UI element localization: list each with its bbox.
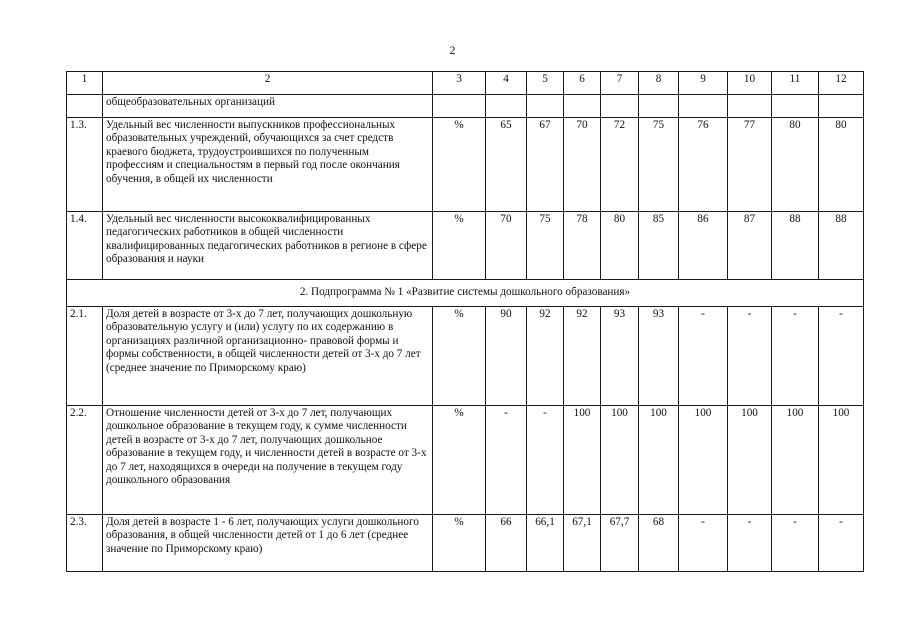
row-number: 2.3. — [67, 515, 103, 572]
row-value: 88 — [772, 212, 819, 280]
row-value: 72 — [601, 118, 639, 212]
row-number — [67, 95, 103, 118]
row-value: - — [486, 406, 527, 515]
row-value: 66 — [486, 515, 527, 572]
row-value: 88 — [819, 212, 864, 280]
table-row — [67, 95, 864, 118]
row-unit: % — [433, 212, 486, 280]
header-cell: 1 — [67, 72, 103, 95]
row-value: 80 — [819, 118, 864, 212]
row-value: - — [728, 307, 772, 406]
row-value — [564, 95, 601, 118]
table-row — [67, 307, 864, 406]
row-value: - — [772, 515, 819, 572]
row-value: 75 — [527, 212, 564, 280]
header-cell: 7 — [601, 72, 639, 95]
row-number: 1.3. — [67, 118, 103, 212]
header-cell: 3 — [433, 72, 486, 95]
table-row — [67, 515, 864, 572]
row-value: 87 — [728, 212, 772, 280]
header-row — [67, 72, 864, 95]
header-cell: 6 — [564, 72, 601, 95]
header-cell: 10 — [728, 72, 772, 95]
row-value — [639, 95, 679, 118]
row-description: Отношение численности детей от 3-х до 7 лет, получающих дошкольное образование в текущем году, к сумме численности детей в возрасте от 3-х до 7 лет, получающих дошкольное образование в текущем году, и численности детей в возрасте от 3-х до 7 лет, находящихся в очереди на получение в текущем году дошкольного образования — [103, 406, 433, 515]
row-value — [601, 95, 639, 118]
row-value: 100 — [639, 406, 679, 515]
row-value: 86 — [679, 212, 728, 280]
row-value: 90 — [486, 307, 527, 406]
header-cell: 8 — [639, 72, 679, 95]
row-number: 2.2. — [67, 406, 103, 515]
row-unit: % — [433, 515, 486, 572]
row-value: 100 — [772, 406, 819, 515]
row-description: Удельный вес численности выпускников профессиональных образовательных учреждений, обучающихся за счет средств краевого бюджета, трудоустроившихся по полученным профессиям и специальностям в первый год после окончания обучения, в общей их численности — [103, 118, 433, 212]
row-value: 100 — [819, 406, 864, 515]
row-unit: % — [433, 307, 486, 406]
row-value — [679, 95, 728, 118]
row-value: 80 — [601, 212, 639, 280]
row-value: - — [772, 307, 819, 406]
row-value: 70 — [486, 212, 527, 280]
header-cell: 5 — [527, 72, 564, 95]
indicators-table — [66, 71, 864, 572]
row-value: 100 — [564, 406, 601, 515]
section-title: 2. Подпрограмма № 1 «Развитие системы дошкольного образования» — [67, 280, 864, 307]
row-value: 92 — [564, 307, 601, 406]
row-value: - — [527, 406, 564, 515]
row-value — [772, 95, 819, 118]
header-cell: 9 — [679, 72, 728, 95]
row-unit — [433, 95, 486, 118]
row-value: - — [679, 515, 728, 572]
row-value: 70 — [564, 118, 601, 212]
row-number: 1.4. — [67, 212, 103, 280]
row-value: 92 — [527, 307, 564, 406]
row-value: 100 — [728, 406, 772, 515]
row-value: 76 — [679, 118, 728, 212]
row-value — [819, 95, 864, 118]
row-description: Удельный вес численности высококвалифицированных педагогических работников в общей численности квалифицированных педагогических работников в регионе в сфере образования и науки — [103, 212, 433, 280]
page-number: 2 — [449, 43, 456, 57]
row-value: 67 — [527, 118, 564, 212]
row-value: 93 — [639, 307, 679, 406]
row-value: 100 — [679, 406, 728, 515]
row-number: 2.1. — [67, 307, 103, 406]
row-value: 100 — [601, 406, 639, 515]
row-value: 77 — [728, 118, 772, 212]
row-value: - — [679, 307, 728, 406]
row-value — [486, 95, 527, 118]
row-value: 67,7 — [601, 515, 639, 572]
row-description: общеобразовательных организаций — [103, 95, 433, 118]
row-value: 67,1 — [564, 515, 601, 572]
table-row — [67, 406, 864, 515]
row-value: - — [819, 515, 864, 572]
section-row — [67, 280, 864, 307]
table-row — [67, 212, 864, 280]
row-value: 75 — [639, 118, 679, 212]
header-cell: 11 — [772, 72, 819, 95]
header-cell: 12 — [819, 72, 864, 95]
row-description: Доля детей в возрасте 1 - 6 лет, получающих услуги дошкольного образования, в общей численности детей от 1 до 6 лет (среднее значение по Приморскому краю) — [103, 515, 433, 572]
row-value: 65 — [486, 118, 527, 212]
table-row — [67, 118, 864, 212]
row-value: 93 — [601, 307, 639, 406]
row-value: 78 — [564, 212, 601, 280]
row-value: - — [819, 307, 864, 406]
header-cell: 4 — [486, 72, 527, 95]
row-unit: % — [433, 118, 486, 212]
row-value — [527, 95, 564, 118]
row-value: 68 — [639, 515, 679, 572]
row-value: 80 — [772, 118, 819, 212]
row-value — [728, 95, 772, 118]
row-value: - — [728, 515, 772, 572]
row-value: 85 — [639, 212, 679, 280]
row-unit: % — [433, 406, 486, 515]
header-cell: 2 — [103, 72, 433, 95]
row-description: Доля детей в возрасте от 3-х до 7 лет, получающих дошкольную образовательную услугу и (или) услугу по их содержанию в организациях различной организационно- правовой формы и формы собственности, в общей численности детей от 3-х до 7 лет (среднее значение по Приморскому краю) — [103, 307, 433, 406]
row-value: 66,1 — [527, 515, 564, 572]
